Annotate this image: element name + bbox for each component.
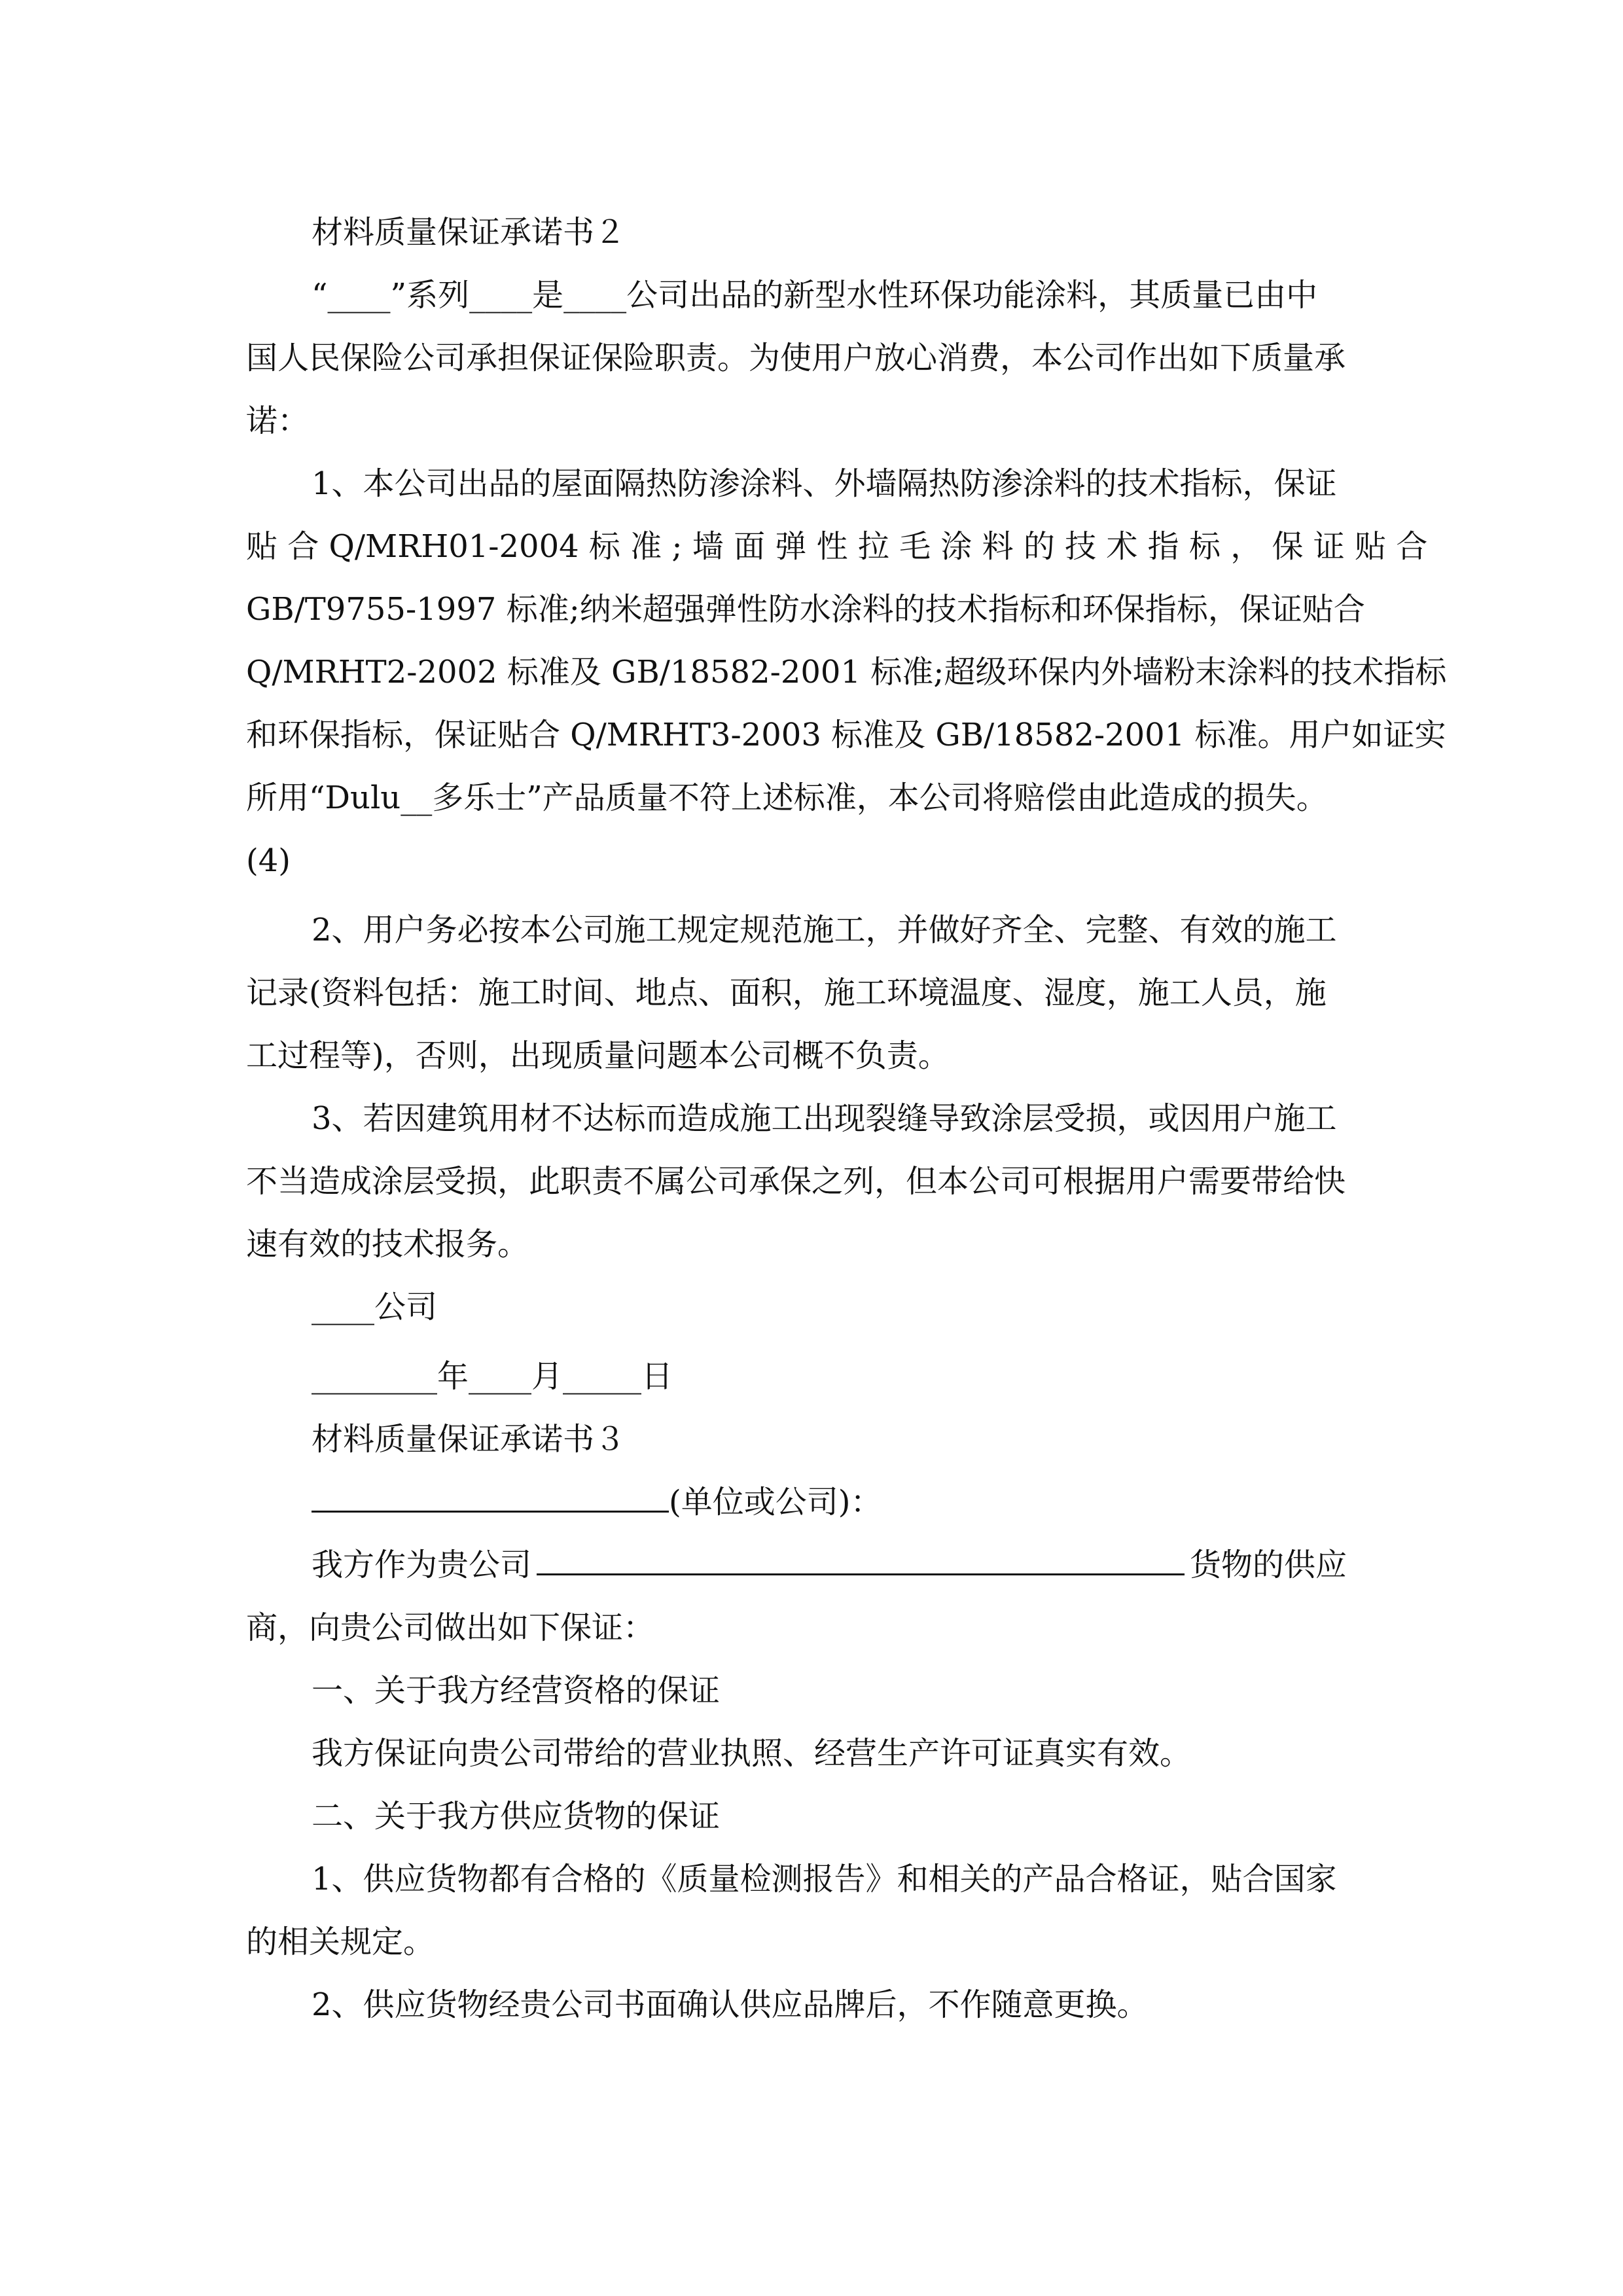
intro-line-1: “____”系列____是____公司出品的新型水性环保功能涂料，其质量已由中 bbox=[312, 277, 1318, 314]
intro-line-3: 诺： bbox=[246, 403, 310, 439]
lead-line bbox=[312, 1544, 1382, 1586]
goods-blank bbox=[537, 1545, 1185, 1575]
clause-1-line-1: 1、本公司出品的屋面隔热防渗涂料、外墙隔热防渗涂料的技术指标，保证 bbox=[312, 465, 1337, 502]
clause-1-line-5: 和环保指标，保证贴合 Q/MRHT3-2003 标准及 GB/18582-2001 标准。用户如证实 bbox=[246, 717, 1446, 753]
intro-line-2: 国人民保险公司承担保证保险职责。为使用户放心消费，本公司作出如下质量承 bbox=[246, 340, 1346, 376]
clause-2-line-1: 2、用户务必按本公司施工规定规范施工，并做好齐全、完整、有效的施工 bbox=[312, 912, 1337, 948]
clause-1-line-7: (4) bbox=[246, 842, 291, 879]
item-1-line-2: 的相关规定。 bbox=[246, 1924, 435, 1960]
clause-3-line-2: 不当造成涂层受损，此职责不属公司承保之列，但本公司可根据用户需要带给快 bbox=[246, 1163, 1346, 1200]
item-1-line-1: 1、供应货物都有合格的《质量检测报告》和相关的产品合格证，贴合国家 bbox=[312, 1861, 1337, 1897]
date-line: ________年____月_____日 bbox=[312, 1358, 673, 1395]
heading-business-qualification: 一、关于我方经营资格的保证 bbox=[312, 1672, 721, 1709]
clause-1-line-6: 所用“Dulu__多乐士”产品质量不符上述标准，本公司将赔偿由此造成的损失。 bbox=[246, 780, 1328, 816]
item-2-line-1: 2、供应货物经贵公司书面确认供应品牌后，不作随意更换。 bbox=[312, 1986, 1149, 2023]
lead-prefix: 我方作为贵公司 bbox=[312, 1547, 532, 1583]
section-title: 材料质量保证承诺书２ bbox=[312, 214, 626, 251]
clause-3-line-1: 3、若因建筑用材不达标而造成施工出现裂缝导致涂层受损，或因用户施工 bbox=[312, 1100, 1337, 1137]
addressee-blank bbox=[312, 1482, 669, 1513]
business-qualification-text: 我方保证向贵公司带给的营业执照、经营生产许可证真实有效。 bbox=[312, 1735, 1192, 1772]
clause-2-line-2: 记录(资料包括：施工时间、地点、面积，施工环境温度、湿度，施工人员，施 bbox=[246, 975, 1327, 1011]
heading-goods-supply: 二、关于我方供应货物的保证 bbox=[312, 1798, 721, 1835]
clause-2-line-3: 工过程等)，否则，出现质量问题本公司概不负责。 bbox=[246, 1037, 950, 1074]
clause-3-line-3: 速有效的技术报务。 bbox=[246, 1226, 529, 1263]
lead-continuation: 商，向贵公司做出如下保证： bbox=[246, 1609, 655, 1646]
addressee-line bbox=[312, 1481, 1382, 1523]
clause-1-line-3: GB/T9755-1997 标准;纳米超强弹性防水涂料的技术指标和环保指标，保证贴合 bbox=[246, 591, 1365, 628]
lead-suffix: 货物的供应 bbox=[1190, 1547, 1347, 1583]
addressee-suffix: (单位或公司)： bbox=[669, 1484, 882, 1520]
clause-1-line-4: Q/MRHT2-2002 标准及 GB/18582-2001 标准;超级环保内外墙粉末涂料的技术指标 bbox=[246, 654, 1447, 691]
company-signature: ____公司 bbox=[312, 1289, 438, 1325]
clause-1-line-2: 贴 合 Q/MRH01-2004 标 准 ; 墙 面 弹 性 拉 毛 涂 料 的 技 术 指 标 ， 保 证 贴 合 bbox=[246, 528, 1428, 565]
section-title-3: 材料质量保证承诺书３ bbox=[312, 1421, 626, 1458]
